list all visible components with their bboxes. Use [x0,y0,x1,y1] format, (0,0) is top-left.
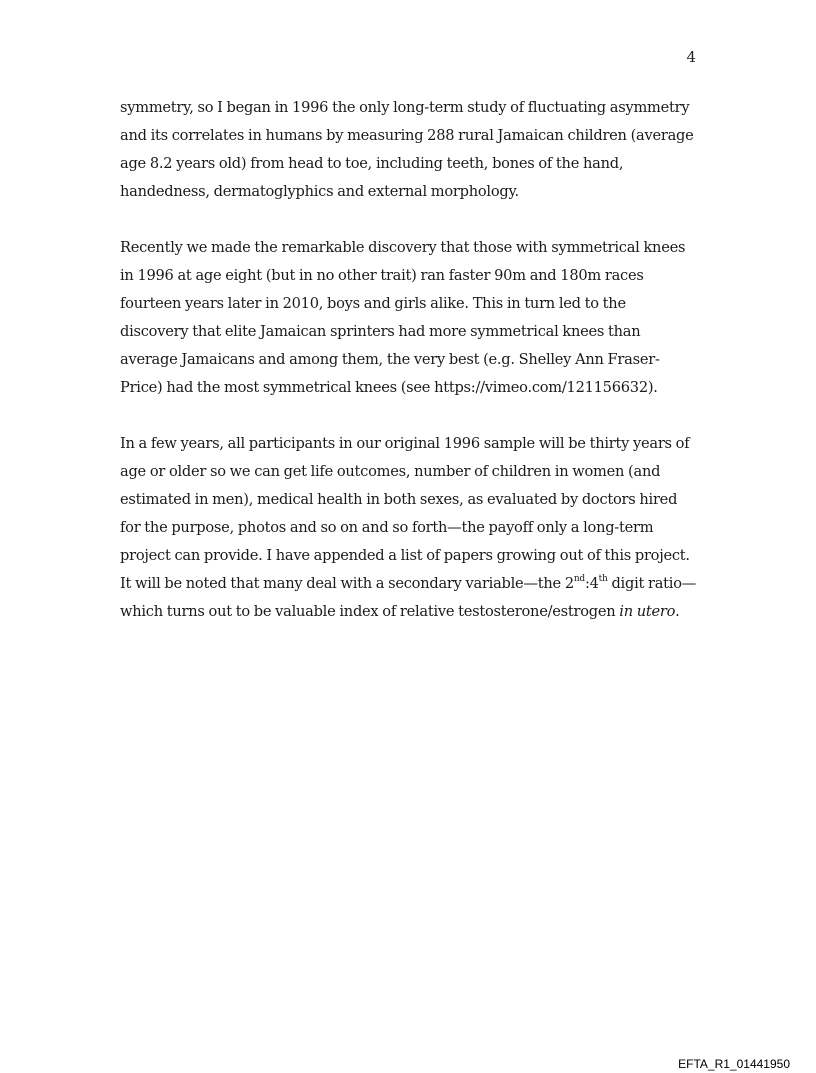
paragraph-3-text: In a few years, all participants in our original 1996 sample will be thirty years of age or older so we can get life outcomes, number of children in women (and estimated in men), medical health in both sexes, as evaluated by doctors hired for the purpose, photos and so on and so forth—the payoff only a long-term project can provide. I have appended a list of papers growing out of this project. It will be noted that many deal with a secondary variable—the [120,435,690,592]
paragraph-3-continued: digit ratio—which turns out to be valuable index of relative testosterone/estrogen [120,575,697,620]
page-number: 4 [686,48,696,66]
paragraph-2: Recently we made the remarkable discovery that those with symmetrical knees in 1996 at age eight (but in no other trait) ran faster 90m and 180m races fourteen years later in 2010, boys and girls alike. This in turn led to the discovery that elite Jamaican sprinters had more symmetrical knees than average Jamaicans and among them, the very best (e.g. Shelley Ann Fraser-Price) had the most symmetrical knees (see https://vimeo.com/121156632). [120,239,686,396]
body-text [120,94,698,654]
ratio-separator: : [584,575,590,592]
paragraph-3-end: . [675,603,680,620]
in-utero-emphasis: in utero [619,603,676,620]
ratio-fourth-suffix: th [598,574,608,585]
ratio-second-suffix: nd [573,574,585,585]
document-id: EFTA_R1_01441950 [678,1057,790,1071]
ratio-second: 2 [564,575,574,592]
paragraph-1: symmetry, so I began in 1996 the only long-term study of fluctuating asymmetry and its correlates in humans by measuring 288 rural Jamaican children (average age 8.2 years old) from head to toe, including teeth, bones of the hand, handedness, dermatoglyphics and external morphology. [120,99,694,200]
ratio-fourth: 4 [589,575,599,592]
paragraph-3 [120,430,698,626]
